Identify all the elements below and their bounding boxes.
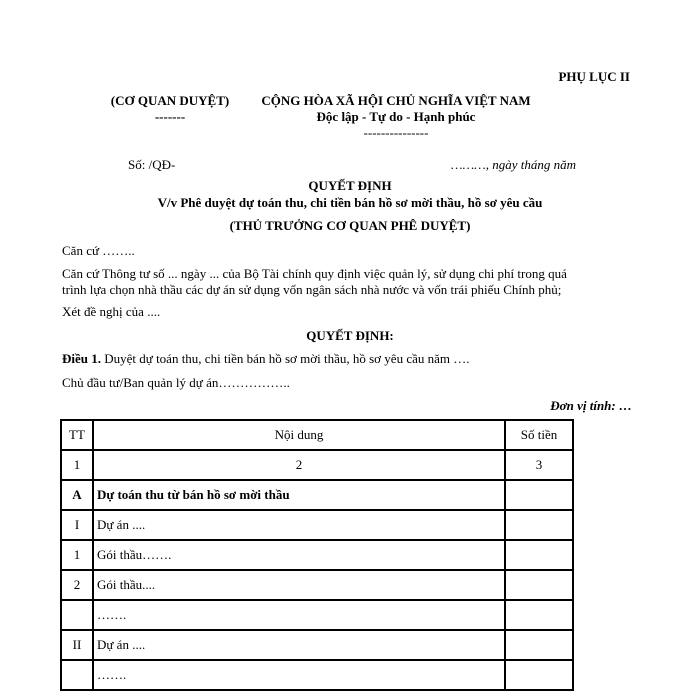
- row-tt: 1: [61, 450, 93, 480]
- row-content: Gói thầu…….: [93, 540, 505, 570]
- budget-table: [60, 419, 574, 691]
- agency-rule: -------: [154, 109, 186, 124]
- proposal-line: Xét đề nghị của ....: [62, 304, 161, 319]
- row-amount: [505, 660, 573, 690]
- header-tt: TT: [61, 420, 93, 450]
- table-row: [61, 660, 573, 690]
- table-header-row: [61, 420, 573, 450]
- row-amount: [505, 480, 573, 510]
- article-1-text: Duyệt dự toán thu, chi tiền bán hồ sơ mời thầu, hồ sơ yêu cầu năm ….: [101, 351, 470, 366]
- header-amount: Số tiền: [505, 420, 573, 450]
- table-row: [61, 600, 573, 630]
- approver-title: (THỦ TRƯỞNG CƠ QUAN PHÊ DUYỆT): [229, 218, 471, 233]
- row-amount: 3: [505, 450, 573, 480]
- table-row: [61, 510, 573, 540]
- row-amount: [505, 540, 573, 570]
- row-amount: [505, 630, 573, 660]
- row-tt: 2: [61, 570, 93, 600]
- row-tt: A: [61, 480, 93, 510]
- table-row: [61, 630, 573, 660]
- row-tt: II: [61, 630, 93, 660]
- unit-label: Đơn vị tính: …: [550, 398, 632, 413]
- decides-heading: QUYẾT ĐỊNH:: [306, 328, 394, 343]
- decision-date: ………, ngày tháng năm: [451, 157, 576, 172]
- nation-block: [248, 93, 544, 141]
- row-content: Dự án ....: [93, 510, 505, 540]
- row-content: 2: [93, 450, 505, 480]
- motto: Độc lập - Tự do - Hạnh phúc: [316, 109, 476, 124]
- investor-line: Chủ đầu tư/Ban quản lý dự án……………..: [62, 375, 290, 390]
- table-row: [61, 450, 573, 480]
- row-content: …….: [93, 600, 505, 630]
- table-row: [61, 570, 573, 600]
- row-content: Dự toán thu từ bán hồ sơ mời thầu: [93, 480, 505, 510]
- row-tt: [61, 660, 93, 690]
- basis-2-line-2: trình lựa chọn nhà thầu các dự án sử dụng vốn ngân sách nhà nước và vốn trái phiếu Chính phủ;: [62, 282, 562, 297]
- table-row: [61, 480, 573, 510]
- row-amount: [505, 570, 573, 600]
- table-row: [61, 540, 573, 570]
- row-amount: [505, 510, 573, 540]
- appendix-label: PHỤ LỤC II: [558, 69, 630, 84]
- agency-name: (CƠ QUAN DUYỆT): [110, 93, 230, 108]
- basis-1: Căn cứ ……..: [62, 243, 135, 258]
- decision-title: QUYẾT ĐỊNH: [308, 178, 392, 193]
- row-tt: [61, 600, 93, 630]
- header-content: Nội dung: [93, 420, 505, 450]
- row-content: Dự án ....: [93, 630, 505, 660]
- motto-rule: ---------------: [363, 125, 429, 140]
- decision-number: Số: /QĐ-: [128, 157, 176, 172]
- row-tt: 1: [61, 540, 93, 570]
- basis-2-line-1: Căn cứ Thông tư số ... ngày ... của Bộ Tài chính quy định việc quản lý, sử dụng chi phí trong quá: [62, 266, 567, 281]
- agency-block: [60, 93, 280, 125]
- nation-name: CỘNG HÒA XÃ HỘI CHỦ NGHĨA VIỆT NAM: [261, 93, 531, 108]
- row-content: …….: [93, 660, 505, 690]
- row-amount: [505, 600, 573, 630]
- row-content: Gói thầu....: [93, 570, 505, 600]
- article-1: [62, 351, 470, 367]
- article-1-label: Điều 1.: [62, 351, 101, 366]
- row-tt: I: [61, 510, 93, 540]
- decision-subject: V/v Phê duyệt dự toán thu, chi tiền bán hồ sơ mời thầu, hồ sơ yêu cầu: [157, 195, 543, 210]
